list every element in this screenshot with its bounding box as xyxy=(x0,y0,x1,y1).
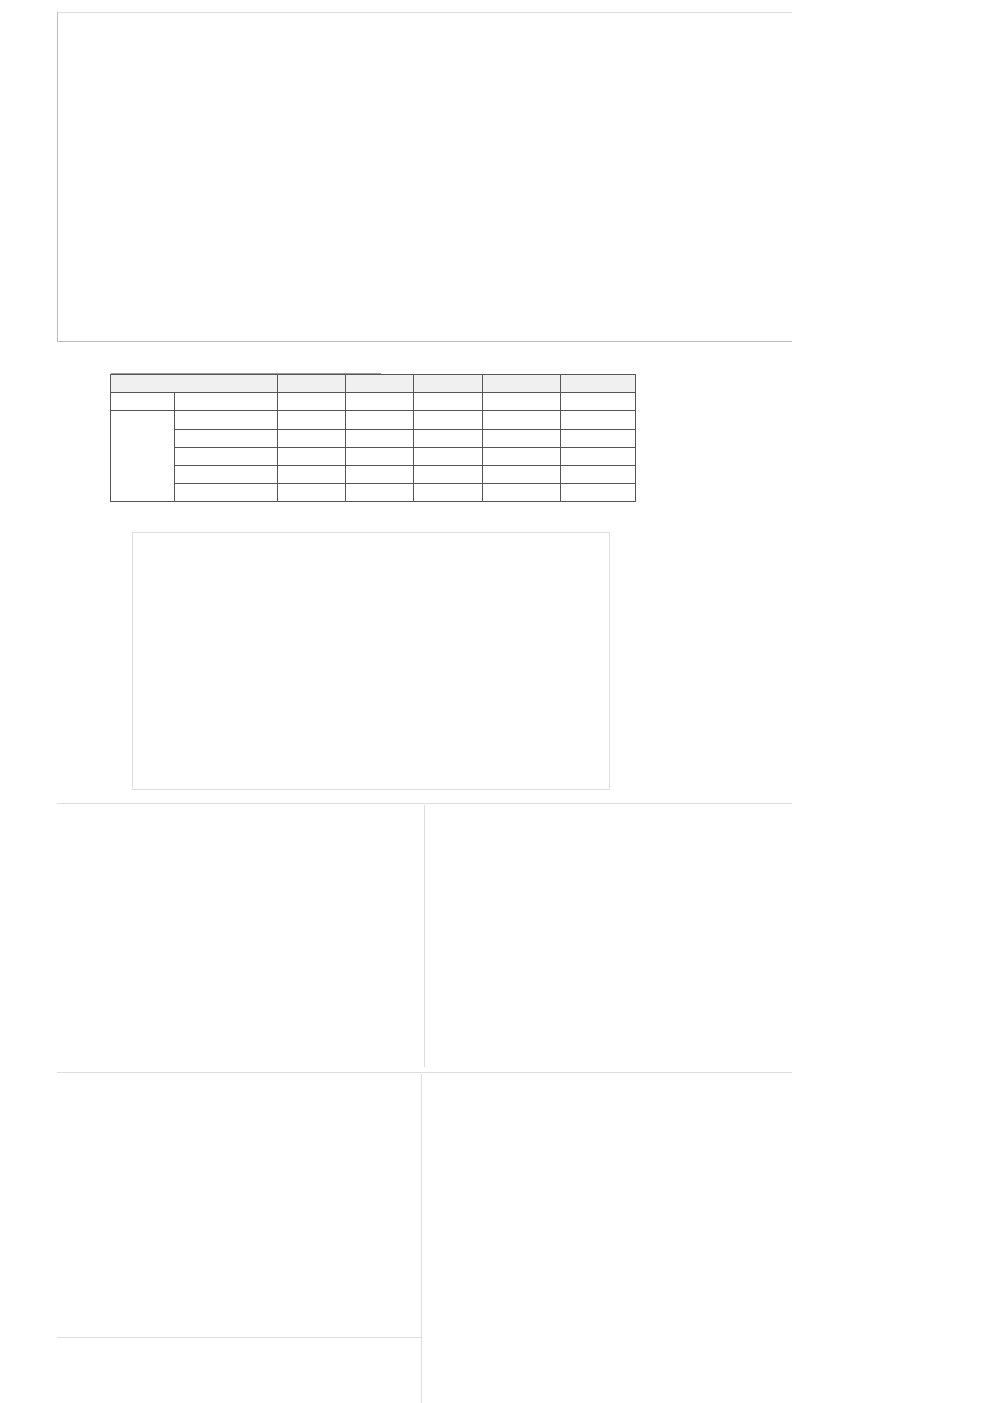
table-row xyxy=(111,484,636,502)
table-row xyxy=(111,393,636,411)
row-pct xyxy=(561,484,636,502)
header-item xyxy=(111,375,278,393)
row-item xyxy=(175,393,278,411)
header-curr xyxy=(414,375,483,393)
group-spot xyxy=(111,411,175,502)
table-row xyxy=(111,447,636,465)
chart-market-structure xyxy=(132,532,610,790)
row-prev xyxy=(346,429,414,447)
chart-propylene-price xyxy=(57,1339,419,1403)
pp09-seasonal-svg xyxy=(57,805,419,1070)
report-box xyxy=(57,12,792,342)
report-body xyxy=(58,49,792,67)
row-pct xyxy=(561,393,636,411)
propylene-price-svg xyxy=(57,1339,419,1403)
row-item xyxy=(175,447,278,465)
group-futures xyxy=(111,393,175,411)
chart-lasi-seasonal xyxy=(427,807,792,1069)
row-curr xyxy=(414,429,483,447)
row-prev xyxy=(346,447,414,465)
chart-copolymer-seasonal xyxy=(57,1074,419,1336)
copolymer-seasonal-svg xyxy=(57,1074,419,1336)
row-pct xyxy=(561,411,636,429)
row-chg xyxy=(483,411,561,429)
header-pct xyxy=(561,375,636,393)
row-curr xyxy=(414,447,483,465)
row-unit xyxy=(278,429,346,447)
row-prev xyxy=(346,393,414,411)
row-item xyxy=(175,465,278,483)
row-chg xyxy=(483,447,561,465)
row-item xyxy=(175,411,278,429)
table-row xyxy=(111,411,636,429)
header-chg xyxy=(483,375,561,393)
table-row xyxy=(111,465,636,483)
table-header-row xyxy=(111,375,636,393)
row-pct xyxy=(561,465,636,483)
row-unit xyxy=(278,465,346,483)
row-chg xyxy=(483,484,561,502)
header-unit xyxy=(278,375,346,393)
row-prev xyxy=(346,465,414,483)
row-unit xyxy=(278,447,346,465)
powder-price-svg xyxy=(424,1074,792,1336)
row-curr xyxy=(414,484,483,502)
row-chg xyxy=(483,429,561,447)
table-row xyxy=(111,429,636,447)
row-unit xyxy=(278,484,346,502)
chart-powder-price xyxy=(424,1074,792,1336)
row-chg xyxy=(483,393,561,411)
market-structure-svg xyxy=(133,533,610,790)
row-pct xyxy=(561,429,636,447)
row-chg xyxy=(483,465,561,483)
chart-pp09-seasonal xyxy=(57,805,419,1070)
row-item xyxy=(175,429,278,447)
row-prev xyxy=(346,411,414,429)
row-curr xyxy=(414,411,483,429)
row-curr xyxy=(414,465,483,483)
row-item xyxy=(175,484,278,502)
row-unit xyxy=(278,393,346,411)
header-prev xyxy=(346,375,414,393)
row-prev xyxy=(346,484,414,502)
report-title xyxy=(58,13,792,49)
row-unit xyxy=(278,411,346,429)
row-pct xyxy=(561,447,636,465)
lasi-seasonal-svg xyxy=(427,807,792,1069)
fundamentals-table xyxy=(110,374,636,502)
row-curr xyxy=(414,393,483,411)
